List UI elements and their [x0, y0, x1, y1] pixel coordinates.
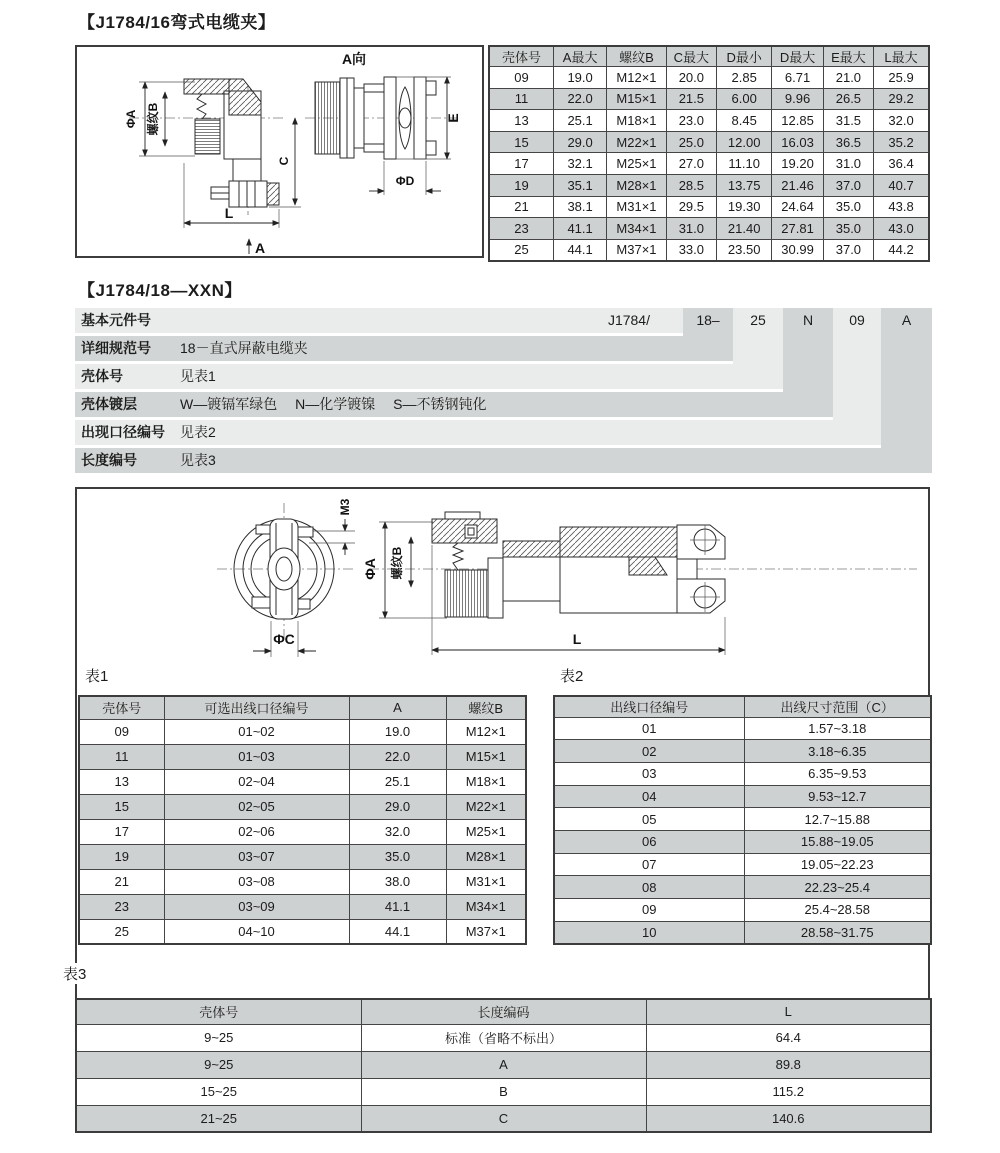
table-cell: 35.2: [874, 131, 929, 153]
side-tab: [298, 599, 310, 609]
table-cell: M22×1: [446, 794, 526, 819]
table-row: [489, 196, 929, 218]
table-cell: 29.2: [874, 88, 929, 110]
table-cell: 07: [554, 853, 744, 876]
table-cell: 标准（省略不标出）: [361, 1024, 646, 1051]
table-cell: 13: [489, 110, 553, 132]
table-row: [554, 921, 931, 944]
table-cell: 37.0: [823, 175, 873, 197]
dim-label-m3: M3: [338, 498, 352, 516]
table-cell: 6.35~9.53: [744, 762, 931, 785]
table-cell: 37.0: [823, 239, 873, 261]
dim-label-phi-a: ΦA: [124, 109, 138, 129]
table-row: [76, 1078, 931, 1105]
table-row: [554, 740, 931, 763]
table-cell: 44.1: [349, 919, 446, 944]
cable-opening: [268, 548, 300, 590]
table-row: [76, 1024, 931, 1051]
table-row: [79, 869, 526, 894]
table-row: [554, 717, 931, 740]
table-cell: 9.96: [772, 88, 823, 110]
thread-spring-zigzag: [197, 94, 206, 119]
table-cell: 02~04: [164, 769, 349, 794]
table-cell: M31×1: [607, 196, 666, 218]
table-cell: 30.99: [772, 239, 823, 261]
table-cell: 33.0: [666, 239, 716, 261]
column-header: A: [349, 696, 446, 719]
view-label-a-direction: A向: [341, 51, 367, 67]
table-cell: 19: [79, 844, 164, 869]
side-tab: [256, 525, 270, 534]
lower-tube: [233, 159, 261, 181]
table-cell: 43.8: [874, 196, 929, 218]
table-cell: 01~03: [164, 744, 349, 769]
table-row: [554, 762, 931, 785]
column-header: 可选出线口径编号: [164, 696, 349, 719]
table-cell: 13: [79, 769, 164, 794]
table-cell: 12.7~15.88: [744, 808, 931, 831]
table-cell: 16.03: [772, 131, 823, 153]
table-cell: M34×1: [607, 218, 666, 240]
dim-label-l: L: [224, 205, 234, 221]
knurled-grip: [445, 570, 488, 617]
flange: [488, 558, 503, 618]
table-cell: 28.58~31.75: [744, 921, 931, 944]
table-header-row: [554, 696, 931, 717]
table-cell: 1.57~3.18: [744, 717, 931, 740]
cable-lens: [399, 87, 411, 149]
spec-row-shell-number: [75, 364, 783, 389]
table-cell: 31.5: [823, 110, 873, 132]
table-cell: 21.46: [772, 175, 823, 197]
table-cell: 6.00: [717, 88, 772, 110]
table-cell: 25.0: [666, 131, 716, 153]
spec-content: 18－直式屏蔽电缆夹: [180, 340, 308, 356]
column-header: D最大: [772, 46, 823, 67]
table-cell: 23: [79, 894, 164, 919]
table1-shell-outlet-options: [78, 695, 527, 945]
table-header-row: [489, 46, 929, 67]
spec-label: 壳体号: [81, 368, 123, 384]
table-cell: 35.0: [823, 196, 873, 218]
table-cell: M25×1: [607, 153, 666, 175]
spec-row-shell-plating: [75, 392, 833, 417]
spec-label: 基本元件号: [81, 312, 151, 328]
spec-row-length-number: [75, 448, 932, 473]
table-row: [489, 218, 929, 240]
table-cell: 11: [489, 88, 553, 110]
table-row: [489, 67, 929, 89]
table-cell: 28.5: [666, 175, 716, 197]
table-cell: M37×1: [446, 919, 526, 944]
table-cell: 01~02: [164, 719, 349, 744]
dim-label-phi-c: ΦC: [273, 631, 295, 647]
table-cell: 38.0: [349, 869, 446, 894]
table-cell: 8.45: [717, 110, 772, 132]
part-number-prefix: J1784/: [607, 312, 650, 328]
table-row: [79, 794, 526, 819]
table-cell: 27.0: [666, 153, 716, 175]
elbow-wedge-hatched: [229, 79, 261, 115]
top-bolt-shaft: [364, 84, 384, 92]
table-cell: 21.40: [717, 218, 772, 240]
table-cell: 9~25: [76, 1024, 361, 1051]
knurled-cylinder: [315, 82, 340, 154]
table-cell: 64.4: [646, 1024, 931, 1051]
side-tab: [252, 597, 270, 608]
table-cell: 19.30: [717, 196, 772, 218]
table-cell: 04~10: [164, 919, 349, 944]
table-row: [79, 894, 526, 919]
thread-zigzag: [453, 543, 463, 570]
table-cell: 6.71: [772, 67, 823, 89]
table-row: [79, 819, 526, 844]
table-row: [79, 769, 526, 794]
code-segment-25: 25: [750, 312, 766, 328]
code-segment-18: 18–: [696, 312, 720, 328]
table-cell: 36.5: [823, 131, 873, 153]
dim-label-phi-a: ΦA: [362, 558, 378, 580]
table-row: [79, 744, 526, 769]
table-cell: 32.1: [553, 153, 606, 175]
bottom-bolt-head: [426, 141, 436, 155]
table-cell: 29.0: [349, 794, 446, 819]
spec-label: 长度编号: [81, 452, 137, 468]
dim-label-thread-b: 螺纹B: [390, 546, 404, 580]
table-row: [554, 876, 931, 899]
table-cell: 21: [79, 869, 164, 894]
table-row: [554, 899, 931, 922]
table-cell: 24.64: [772, 196, 823, 218]
table-cell: M28×1: [607, 175, 666, 197]
table-cell: 13.75: [717, 175, 772, 197]
spec-row-detail-spec: [75, 336, 733, 361]
table-cell: 115.2: [646, 1078, 931, 1105]
table-cell: 15: [79, 794, 164, 819]
table-cell: 41.1: [553, 218, 606, 240]
bottom-bolt-shaft: [364, 144, 384, 152]
table-cell: 03~09: [164, 894, 349, 919]
table-cell: M18×1: [607, 110, 666, 132]
saddle-left-plate: [384, 77, 396, 159]
spec-content: 见表3: [180, 452, 216, 468]
spec-row-outlet-number: [75, 420, 881, 445]
top-bolt-head: [426, 81, 436, 95]
table-row: [489, 175, 929, 197]
table-cell: 03~07: [164, 844, 349, 869]
step-ring: [354, 88, 364, 148]
column-header: L: [646, 999, 931, 1024]
dim-label-l: L: [572, 631, 582, 647]
drawing-frame-straight-clamp: [63, 487, 930, 1133]
table-cell: 29.0: [553, 131, 606, 153]
dim-label-phi-d: ΦD: [395, 174, 415, 188]
column-header: 出线口径编号: [554, 696, 744, 717]
rear-cap-hatched: [184, 79, 229, 94]
spec-content: W—镀镉军绿色 N—化学镀镍 S—不锈钢钝化: [180, 396, 487, 412]
table-cell: 12.85: [772, 110, 823, 132]
table-row: [76, 1051, 931, 1078]
table-cell: 10: [554, 921, 744, 944]
table-cell: 25.9: [874, 67, 929, 89]
table2-outlet-size-ranges: [553, 695, 932, 945]
table-cell: 02~06: [164, 819, 349, 844]
table-cell: 19.0: [349, 719, 446, 744]
table-cell: 22.23~25.4: [744, 876, 931, 899]
table-cell: 31.0: [823, 153, 873, 175]
dim-label-thread-b: 螺纹B: [146, 102, 160, 136]
table-cell: 26.5: [823, 88, 873, 110]
table-cell: 21~25: [76, 1105, 361, 1132]
table-cell: 140.6: [646, 1105, 931, 1132]
table-cell: M31×1: [446, 869, 526, 894]
table-cell: M28×1: [446, 844, 526, 869]
table-cell: 35.1: [553, 175, 606, 197]
table-cell: 41.1: [349, 894, 446, 919]
table-cell: M25×1: [446, 819, 526, 844]
spec-content: 见表1: [180, 368, 216, 384]
code-segment-09: 09: [849, 312, 865, 328]
lug-waist: [677, 559, 697, 579]
table-cell: 22.0: [553, 88, 606, 110]
table-cell: 2.85: [717, 67, 772, 89]
table-cell: 43.0: [874, 218, 929, 240]
spec-row-basic-part-number: [75, 308, 683, 333]
table-cell: 15: [489, 131, 553, 153]
spec-label: 详细规范号: [81, 340, 151, 356]
section-label-a: A: [255, 240, 266, 256]
m3-screw-tab: [298, 527, 313, 537]
table-row: [79, 844, 526, 869]
table-cell: 08: [554, 876, 744, 899]
table-cell: 25: [79, 919, 164, 944]
table-cell: 02: [554, 740, 744, 763]
table-cell: 03: [554, 762, 744, 785]
table-cell: 01: [554, 717, 744, 740]
table-cell: 15.88~19.05: [744, 830, 931, 853]
table-cell: M34×1: [446, 894, 526, 919]
column-header: 螺纹B: [446, 696, 526, 719]
column-header: 出线尺寸范围（C）: [744, 696, 931, 717]
column-header: 长度编码: [361, 999, 646, 1024]
table-cell: 44.2: [874, 239, 929, 261]
table-cell: 04: [554, 785, 744, 808]
drawing-frame-elbow-clamp: [75, 45, 484, 258]
table-cell: 06: [554, 830, 744, 853]
table-cell: M12×1: [607, 67, 666, 89]
coupling-nut-knurl: [195, 119, 220, 154]
column-header: E最大: [823, 46, 873, 67]
table-cell: 25.1: [553, 110, 606, 132]
caption-table3: 表3: [61, 963, 88, 984]
table-cell: 40.7: [874, 175, 929, 197]
table-cell: M22×1: [607, 131, 666, 153]
column-header: 螺纹B: [607, 46, 666, 67]
part-number-spec-diagram: [75, 308, 932, 473]
table-row: [79, 719, 526, 744]
table-cell: M15×1: [446, 744, 526, 769]
table-cell: 19.05~22.23: [744, 853, 931, 876]
table-cell: 25: [489, 239, 553, 261]
table-header-row: [76, 999, 931, 1024]
table-cell: 36.4: [874, 153, 929, 175]
table-cell: 05: [554, 808, 744, 831]
table-header-row: [79, 696, 526, 719]
column-header: L最大: [874, 46, 929, 67]
table-cell: 3.18~6.35: [744, 740, 931, 763]
table-row: [554, 785, 931, 808]
table-cell: 17: [489, 153, 553, 175]
table-cell: 23.0: [666, 110, 716, 132]
column-header: C最大: [666, 46, 716, 67]
table-row: [489, 88, 929, 110]
table-cell: 19: [489, 175, 553, 197]
table-cell: 23: [489, 218, 553, 240]
table-cell: 32.0: [874, 110, 929, 132]
table-cell: 22.0: [349, 744, 446, 769]
table-cell: B: [361, 1078, 646, 1105]
column-header: A最大: [553, 46, 606, 67]
table-cell: 31.0: [666, 218, 716, 240]
caption-table1: 表1: [85, 668, 109, 685]
table-cell: 15~25: [76, 1078, 361, 1105]
column-header: D最小: [717, 46, 772, 67]
table-cell: 11.10: [717, 153, 772, 175]
table-cell: 25.1: [349, 769, 446, 794]
table-cell: 23.50: [717, 239, 772, 261]
dim-label-c: C: [277, 156, 291, 166]
column-header: 壳体号: [79, 696, 164, 719]
table-cell: 29.5: [666, 196, 716, 218]
elbow-clamp-technical-drawing: [77, 47, 482, 256]
table-cell: 02~05: [164, 794, 349, 819]
spec-label: 壳体镀层: [81, 396, 137, 412]
dim-label-e: E: [445, 113, 461, 123]
table-cell: 21.0: [823, 67, 873, 89]
table-cell: 09: [489, 67, 553, 89]
column-header: 壳体号: [489, 46, 553, 67]
table-cell: 09: [79, 719, 164, 744]
tube-hatch: [503, 541, 563, 557]
straight-clamp-technical-drawing: [77, 489, 928, 687]
table-cell: 03~08: [164, 869, 349, 894]
cap-screw-notch: [465, 525, 477, 538]
table-cell: M18×1: [446, 769, 526, 794]
table-cell: 38.1: [553, 196, 606, 218]
table-cell: 19.0: [553, 67, 606, 89]
table-cell: 09: [554, 899, 744, 922]
table-row: [489, 153, 929, 175]
code-segment-n: N: [802, 312, 814, 328]
section-title-j1784-16: 【J1784/16弯式电缆夹】: [78, 13, 276, 32]
spec-label: 出现口径编号: [81, 424, 165, 440]
cable-clamp-body: [229, 181, 267, 207]
table-cell: M15×1: [607, 88, 666, 110]
table-cell: 32.0: [349, 819, 446, 844]
table-cell: 9.53~12.7: [744, 785, 931, 808]
table-cell: M12×1: [446, 719, 526, 744]
rear-block-hatch: [560, 527, 677, 557]
table3-length-codes: [75, 998, 932, 1133]
table-cell: 21: [489, 196, 553, 218]
table-cell: 12.00: [717, 131, 772, 153]
cap-step: [445, 512, 480, 519]
table-cell: 9~25: [76, 1051, 361, 1078]
table-cell: 19.20: [772, 153, 823, 175]
bottom-lug: [677, 579, 725, 613]
table-row: [554, 830, 931, 853]
table-cell: 89.8: [646, 1051, 931, 1078]
table-row: [79, 919, 526, 944]
clamp-nut-hatched: [267, 183, 279, 205]
column-header: 壳体号: [76, 999, 361, 1024]
table-cell: 20.0: [666, 67, 716, 89]
table-row: [554, 808, 931, 831]
table-cell: A: [361, 1051, 646, 1078]
table-row: [489, 239, 929, 261]
table-cell: C: [361, 1105, 646, 1132]
table-cell: 35.0: [823, 218, 873, 240]
table-row: [489, 131, 929, 153]
table-cell: 25.4~28.58: [744, 899, 931, 922]
dimension-table-j1784-16: [488, 45, 930, 262]
section-title-j1784-18: 【J1784/18—XXN】: [78, 281, 242, 300]
table-cell: 27.81: [772, 218, 823, 240]
table-cell: M37×1: [607, 239, 666, 261]
table-cell: 11: [79, 744, 164, 769]
table-row: [489, 110, 929, 132]
table-row: [76, 1105, 931, 1132]
table-cell: 44.1: [553, 239, 606, 261]
table-cell: 21.5: [666, 88, 716, 110]
spec-content: 见表2: [180, 424, 216, 440]
table-cell: 17: [79, 819, 164, 844]
table-row: [554, 853, 931, 876]
code-segment-a: A: [901, 312, 912, 328]
table-cell: 35.0: [349, 844, 446, 869]
saddle-right-plate: [414, 77, 426, 159]
caption-table2: 表2: [560, 668, 584, 685]
